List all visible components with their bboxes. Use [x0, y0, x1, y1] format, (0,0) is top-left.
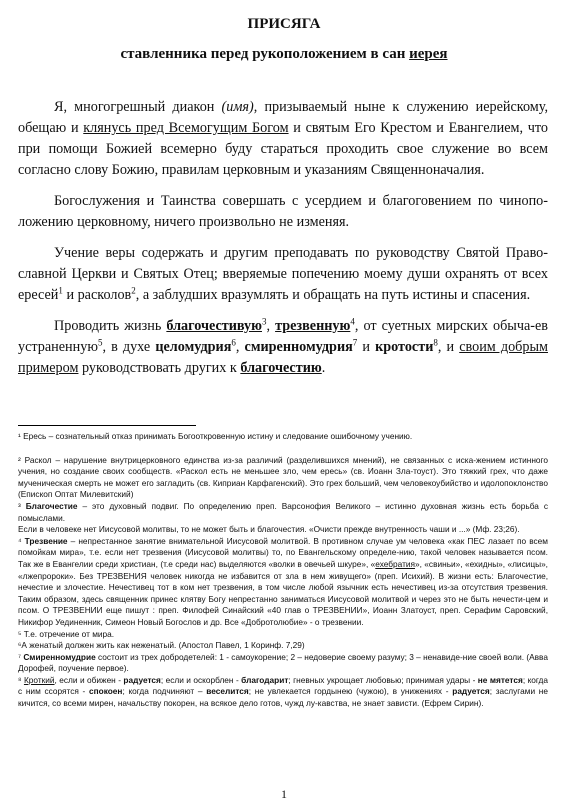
- footnote-8-bold: радуется: [123, 674, 161, 685]
- document-title: ПРИСЯГА: [247, 16, 321, 32]
- footnote-8-text: , если и обижен -: [54, 674, 124, 685]
- footnote-separator: [18, 425, 196, 426]
- p4-bold-term: смиренномудрия: [244, 339, 353, 355]
- p1-text: и святым Его Крестом и Евангелием, что при помощи Божией всемерно буду стараться проходить свое служение во всем согласно слову Божию, правилам церковным и указаниям Священноначалия.: [18, 120, 549, 178]
- footnote-8-bold: радуется: [452, 686, 490, 697]
- footnote-8-num: ⁸: [18, 674, 24, 685]
- footnote-5: ⁵ Т.е. отречение от мира.: [18, 628, 115, 639]
- footnote-ref-7[interactable]: 7: [352, 337, 358, 348]
- footnote-4-text: », «свиньи», «ехидны», «лисицы», «лжепророки». Без ТРЕЗВЕНИЯ человек никогда не избавится от зла в нем живущего» (преп. Исихий). В жизни есть: Благочестие, нечестие и злочестие. Нечестивец тот в ком нет трезвения, в том числе любой язычник есть нечестивец из-за отсутствия трезвения. Таким образом, здесь священник принес клятву Богу непрестанно заниматься Иисусовой молитвой и через это не быть нечести-цем и псом. О ТРЕЗВЕНИИ еще пишут : преп. Филофей Синайский «40 глав о ТРЕЗВЕНИИ», Иоанн Златоуст, преп. Серафим Саровский, Никифор Уединенник, Симеон Новый Богослов и др. Все «Добротолюбие» - о трезвении.: [18, 558, 548, 627]
- p3-text: , а заблудших вразумлять и обращать на путь истины и спасения.: [135, 287, 531, 303]
- footnote-4-text: – непрестанное занятие внимательной Иисусовой молитвой. В противном случае ум человека «как ПЕС лазает по всем помойкам мира», т.е. если нет трезвения (Иисусовой молитвы) то, по Евангельскому определе-нию, такой человек называется псом. Так же в Евангелии среди христиан, (т.е среди нас) выделяются «волки в овечьей шкуре», «: [18, 535, 548, 569]
- p4-text: ,: [235, 339, 245, 355]
- footnote-8-text: ; когда с ним ссорятся -: [18, 674, 549, 697]
- footnote-8-text: ; если и оскорблен -: [160, 674, 242, 685]
- footnote-8-bold: веселится: [206, 686, 249, 697]
- p1-italic-name: (имя): [221, 99, 254, 115]
- footnote-6: ⁶А женатый должен жить как неженатый. (Апостол Павел, 1 Коринф. 7,29): [18, 640, 305, 651]
- footnote-4-underlined: ехебратия: [375, 558, 415, 569]
- p4-underlined-phrase: своим добрым примером: [18, 339, 548, 376]
- footnote-ref-4[interactable]: 4: [350, 316, 355, 327]
- footnote-8-term: Кроткий: [23, 674, 55, 685]
- p4-text: Проводить жизнь: [54, 318, 167, 334]
- footnote-8-bold: благодарит: [241, 674, 289, 685]
- footnote-3-continued: Если в человеке нет Иисусовой молитвы, то не может быть и благочестия. «Очисти прежде внутренность чаши и ...» (Мф. 23;26).: [18, 524, 520, 535]
- footnote-8-bold: не мятется: [477, 674, 523, 685]
- p4-bold-term: целомудрия: [155, 339, 232, 355]
- footnote-3-term: Благочестие: [25, 500, 78, 511]
- footnote-1: ¹ Ересь – сознательный отказ принимать Богооткровенную истину и следование ошибочному учению.: [18, 431, 413, 441]
- footnote-3-text: – это духовный подвиг. По определению преп. Варсонофия Великого – истинно духовная жизнь есть борьба с помыслами.: [18, 500, 548, 523]
- footnote-4: [18, 536, 548, 629]
- footnote-ref-2[interactable]: 2: [131, 285, 136, 296]
- p4-text: , от суетных мирских обыча-ев устраненную: [18, 318, 548, 355]
- footnote-3-num: ³: [18, 500, 26, 511]
- p4-bold-term: благочестивую: [166, 318, 262, 334]
- footnote-7-num: ⁷: [18, 651, 24, 662]
- subtitle-underlined: иерея: [409, 46, 448, 62]
- p4-text: , и: [437, 339, 460, 355]
- p1-text: Я, многогрешный диакон: [54, 99, 222, 115]
- subtitle-text: ставленника перед рукоположением в сан: [120, 46, 410, 62]
- footnote-7-text: состоит из трех добродетелей: 1 - самоукорение; 2 – недоверие своему разуму; 3 – ненавиде-ние своей воли. (Авва Дорофей, поучение первое).: [18, 651, 548, 674]
- paragraph-4: [18, 316, 548, 379]
- footnote-2: ² Раскол – нарушение внутрицерковного единства из-за различий (разделившихся мнений), не связанных с иска-жением истинного учения, но создание своих сообществ. «Раскол есть не меньшее зло, чем ересь» (св. Иоанн Зла-тоуст). Это тяжкий грех, что даже мученическая смерть не может его загладить (св. Киприан Карфагенский). Это грех больший, чем человекоубийство и идолопоклонство (Епископ Оптат Милевитский): [18, 454, 548, 500]
- p3-text: Учение веры содержать и другим преподавать по руководству Святой Право-славной Церкви и Святых Отец; вверяемые попечению моему души охранять от всех ересей: [18, 245, 548, 303]
- footnote-8-text: ; не увлекается гордынею (чужою), в унижениях -: [248, 686, 453, 697]
- page-number: 1: [281, 787, 287, 801]
- p4-text: и: [357, 339, 376, 355]
- footnote-8-bold: спокоен: [89, 686, 123, 697]
- footnote-8: [18, 675, 548, 710]
- footnote-8-text: ; когда подчиняют –: [122, 686, 207, 697]
- paragraph-2: Богослужения и Таинства совершать с усердием и благоговением по чинопо-ложению церковному, ничего произвольно не изменяя.: [18, 193, 548, 230]
- p1-underlined-oath: клянусь пред Всемогущим Богом: [83, 120, 289, 136]
- footnote-7-term: Смиренномудрие: [23, 651, 96, 662]
- oath-body: [18, 97, 548, 389]
- footnote-8-text: ; гневных укрощает любовью; принимая удары -: [288, 674, 478, 685]
- footnote-4-num: ⁴: [18, 535, 25, 546]
- footnote-3: [18, 501, 548, 524]
- footnote-ref-6[interactable]: 6: [231, 337, 236, 348]
- footnote-ref-5[interactable]: 5: [97, 337, 103, 348]
- p4-bold-term: кротости: [375, 339, 434, 355]
- paragraph-1: [18, 97, 548, 181]
- p4-bold-term: трезвенную: [275, 318, 351, 334]
- p1-text: , призываемый ныне к служению иерейскому, обещаю и: [18, 99, 548, 136]
- footnote-4-term: Трезвение: [24, 535, 68, 546]
- p4-text: ,: [266, 318, 276, 334]
- footnote-8-text: ; заслугами не кичится, со всеми мирен, начальству покорен, на всякое дело готов, чужд лу-кавства, не знает зависти. (Ефрем Сирин).: [18, 686, 548, 709]
- footnote-7: [18, 652, 548, 675]
- p3-text: и расколов: [62, 287, 132, 303]
- p4-text: руководствовать других к: [78, 360, 241, 376]
- paragraph-3: [18, 243, 548, 306]
- p4-text: , в духе: [102, 339, 156, 355]
- footnote-ref-3[interactable]: 3: [262, 316, 267, 327]
- footnote-ref-8[interactable]: 8: [433, 337, 438, 348]
- p4-text: .: [321, 360, 326, 376]
- footnote-ref-1[interactable]: 1: [58, 285, 63, 296]
- document-subtitle: [0, 46, 568, 63]
- p4-bold-term: благочестию: [240, 360, 322, 376]
- footnotes: [18, 431, 548, 710]
